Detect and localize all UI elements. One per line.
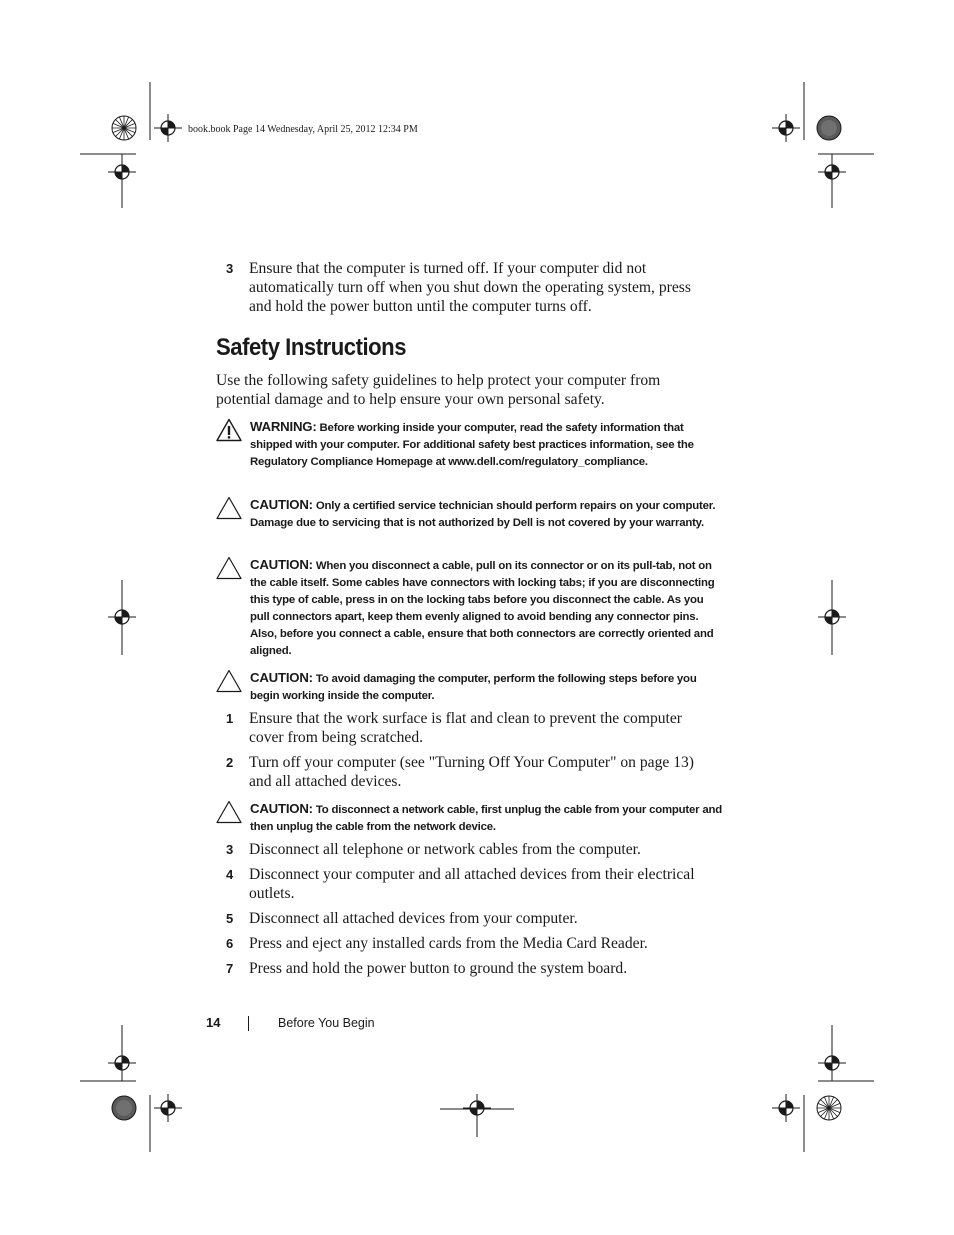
step-text: Ensure that the computer is turned off. If your computer did not automatically turn off when you shut down the operating system, press and hold the power button until the computer turns off. bbox=[249, 260, 691, 315]
step-text: Disconnect all attached devices from your computer. bbox=[249, 910, 578, 927]
step-text: Press and hold the power button to ground the system board. bbox=[249, 960, 628, 977]
notice-text: To avoid damaging the computer, perform the following steps before you begin working inside the computer. bbox=[250, 673, 697, 702]
step-text: Disconnect your computer and all attached devices from their electrical outlets. bbox=[249, 866, 695, 902]
print-slug: book.book Page 14 Wednesday, April 25, 2012 12:34 PM bbox=[188, 124, 418, 135]
notice-text: To disconnect a network cable, first unplug the cable from your computer and then unplug the cable from the network device. bbox=[250, 804, 722, 833]
page-number: 14 bbox=[206, 1015, 221, 1030]
section-heading: Safety Instructions bbox=[216, 334, 407, 361]
notice-label: CAUTION: bbox=[250, 801, 313, 816]
footer-divider bbox=[248, 1016, 249, 1031]
step-number: 3 bbox=[226, 842, 234, 857]
notice-label: CAUTION: bbox=[250, 670, 313, 685]
step-number: 1 bbox=[226, 711, 234, 726]
caution-icon bbox=[216, 496, 242, 520]
intro-paragraph: Use the following safety guidelines to help protect your computer from potential damage and to help ensure your own personal safety. bbox=[216, 372, 661, 408]
step-text: Press and eject any installed cards from the Media Card Reader. bbox=[249, 935, 648, 952]
warning-icon bbox=[216, 418, 242, 442]
step-text: Disconnect all telephone or network cables from the computer. bbox=[249, 841, 641, 858]
caution-icon bbox=[216, 669, 242, 693]
notice-text: Before working inside your computer, read the safety information that shipped with your computer. For additional safety best practices information, see the Regulatory Compliance Homepage at www.dell.com/regulatory_compliance. bbox=[250, 422, 694, 468]
step-number: 3 bbox=[226, 261, 234, 276]
notice-text: When you disconnect a cable, pull on its connector or on its pull-tab, not on the cable itself. Some cables have connectors with locking tabs; if you are disconnecting this type of cable, press in on the locking tabs before you disconnect the cable. As you pull connectors apart, keep them evenly aligned to avoid bending any connector pins. Also, before you connect a cable, ensure that both connectors are correctly oriented and aligned. bbox=[250, 560, 715, 657]
notice-label: WARNING: bbox=[250, 419, 317, 434]
step-number: 4 bbox=[226, 867, 234, 882]
caution-icon bbox=[216, 556, 242, 580]
notice-text: Only a certified service technician should perform repairs on your computer. Damage due to servicing that is not authorized by Dell is not covered by your warranty. bbox=[250, 500, 716, 529]
caution-icon bbox=[216, 800, 242, 824]
step-number: 6 bbox=[226, 936, 234, 951]
step-number: 7 bbox=[226, 961, 234, 976]
step-text: Ensure that the work surface is flat and clean to prevent the computer cover from being scratched. bbox=[249, 710, 682, 746]
step-number: 5 bbox=[226, 911, 234, 926]
notice-label: CAUTION: bbox=[250, 497, 313, 512]
notice-label: CAUTION: bbox=[250, 557, 313, 572]
footer-section-title: Before You Begin bbox=[278, 1016, 375, 1030]
step-number: 2 bbox=[226, 755, 234, 770]
step-text: Turn off your computer (see "Turning Off Your Computer" on page 13) and all attached devices. bbox=[249, 754, 694, 790]
